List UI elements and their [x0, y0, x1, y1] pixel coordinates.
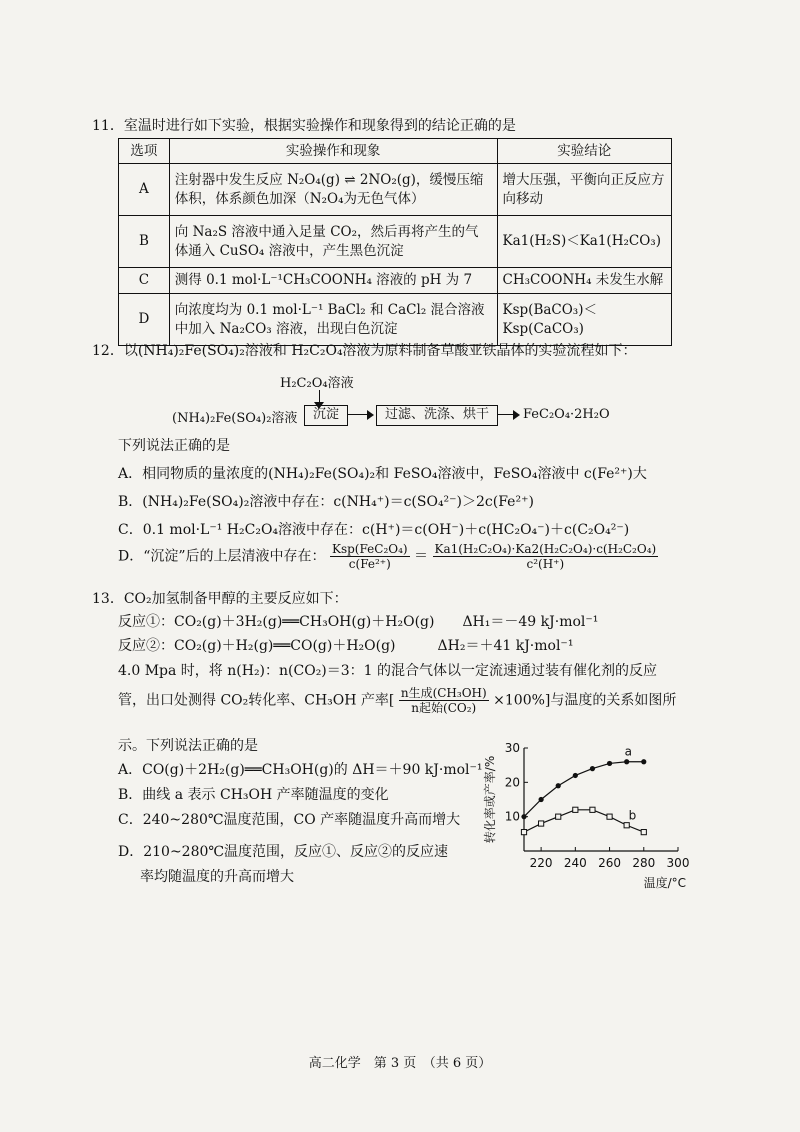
q13-option-b: B．曲线 a 表示 CH₃OH 产率随温度的变化	[118, 787, 389, 803]
series-a-point	[521, 814, 526, 819]
q13-option-a: A．CO(g)＋2H₂(g)══CH₃OH(g)的 ΔH＝＋90 kJ·mol⁻¹	[118, 762, 483, 778]
q13-yield-num: n生成(CH₃OH)	[400, 686, 487, 700]
row-d-operation: 向浓度均为 0.1 mol·L⁻¹ BaCl₂ 和 CaCl₂ 混合溶液中加入 Na₂CO₃ 溶液，出现白色沉淀	[169, 294, 497, 346]
q13-yield-fraction	[399, 686, 489, 715]
x-tick-label: 280	[632, 856, 656, 870]
q12-stem: 12．以(NH₄)₂Fe(SO₄)₂溶液和 H₂C₂O₄溶液为原料制备草酸亚铁晶体的实验流程如下：	[92, 343, 637, 359]
series-a-point	[641, 759, 646, 764]
series-b-point	[624, 823, 629, 828]
series-b-point	[521, 830, 526, 835]
flow-box-precipitate: 沉淀	[304, 405, 348, 426]
series-a-point	[590, 766, 595, 771]
q12-option-a: A．相同物质的量浓度的(NH₄)₂Fe(SO₄)₂和 FeSO₄溶液中，FeSO₄溶液中 c(Fe²⁺)大	[118, 466, 647, 482]
header-conclusion: 实验结论	[497, 139, 671, 164]
q12-option-b: B．(NH₄)₂Fe(SO₄)₂溶液中存在：c(NH₄⁺)＝c(SO₄²⁻)＞2c(Fe²⁺)	[118, 494, 534, 510]
series-a-point	[556, 783, 561, 788]
q13-condition-2-lead: 管，出口处测得 CO₂转化率、CH₃OH 产率[	[118, 692, 395, 709]
q13-reaction-1: 反应①：CO₂(g)＋3H₂(g)══CH₃OH(g)＋H₂O(g) ΔH₁＝－49 kJ·mol⁻¹	[118, 614, 599, 630]
q12-prompt: 下列说法正确的是	[118, 438, 230, 454]
table-row	[119, 216, 672, 268]
q12-option-d-right-fraction	[433, 542, 659, 571]
x-tick-label: 220	[529, 856, 553, 870]
flow-arrowhead-1	[367, 410, 374, 420]
q12-option-d-left-fraction	[330, 542, 410, 571]
y-tick-label: 30	[504, 741, 520, 755]
row-b-conclusion: Ka1(H₂S)＜Ka1(H₂CO₃)	[497, 216, 671, 268]
q12-option-d-left-num: Ksp(FeC₂O₄)	[332, 542, 408, 556]
row-d-conclusion: Ksp(BaCO₃)＜Ksp(CaCO₃)	[497, 294, 671, 346]
series-b-point	[641, 830, 646, 835]
header-operation: 实验操作和现象	[169, 139, 497, 164]
flow-box-filter: 过滤、洗涤、烘干	[376, 405, 498, 426]
chart-x-label: 温度/°C	[643, 876, 686, 890]
flow-arrow-1	[347, 414, 369, 415]
row-c-operation: 测得 0.1 mol·L⁻¹CH₃COONH₄ 溶液的 pH 为 7	[169, 268, 497, 294]
series-b-point	[539, 821, 544, 826]
table-row	[119, 164, 672, 216]
q12-option-d	[118, 542, 658, 571]
flow-reagent-label: H₂C₂O₄溶液	[280, 376, 354, 391]
x-tick-label: 240	[563, 856, 587, 870]
q13-yield-den: n起始(CO₂)	[411, 701, 477, 715]
x-tick-label: 300	[666, 856, 690, 870]
series-b-point	[556, 814, 561, 819]
series-a-label: a	[624, 744, 633, 759]
q13-option-d-line1: D．210~280℃温度范围，反应①、反应②的反应速	[118, 844, 449, 860]
series-b-point	[573, 807, 578, 812]
table-row	[119, 268, 672, 294]
q12-option-c: C．0.1 mol·L⁻¹ H₂C₂O₄溶液中存在：c(H⁺)＝c(OH⁻)＋c(HC₂O₄⁻)＋c(C₂O₄²⁻)	[118, 522, 630, 538]
y-tick-label: 10	[504, 809, 520, 824]
series-a-point	[624, 759, 629, 764]
q13-condition-2-tail: ×100%]与温度的关系如图所	[493, 692, 677, 709]
row-a-conclusion: 增大压强，平衡向正反应方向移动	[497, 164, 671, 216]
q11-stem: 11．室温时进行如下实验，根据实验操作和现象得到的结论正确的是	[92, 118, 516, 134]
q13-stem: 13．CO₂加氢制备甲醇的主要反应如下：	[92, 591, 348, 607]
q13-option-c: C．240~280℃温度范围，CO 产率随温度升高而增大	[118, 812, 461, 828]
q12-option-d-right-den: c²(H⁺)	[526, 557, 565, 571]
q13-condition-2	[118, 686, 676, 715]
series-b-point	[607, 814, 612, 819]
table-row	[119, 294, 672, 346]
row-a-option: A	[119, 164, 170, 216]
q12-option-d-right-num: Ka1(H₂C₂O₄)·Ka2(H₂C₂O₄)·c(H₂C₂O₄)	[434, 542, 657, 556]
row-c-conclusion: CH₃COONH₄ 未发生水解	[497, 268, 671, 294]
flow-product: FeC₂O₄·2H₂O	[523, 407, 610, 422]
series-a-point	[539, 797, 544, 802]
row-b-option: B	[119, 216, 170, 268]
q12-option-d-left-den: c(Fe²⁺)	[348, 557, 391, 571]
q13-condition-1: 4.0 Mpa 时，将 n(H₂)：n(CO₂)＝3：1 的混合气体以一定流速通过装有催化剂的反应	[118, 663, 658, 679]
series-a-point	[607, 761, 612, 766]
table-header-row	[119, 139, 672, 164]
x-tick-label: 260	[598, 856, 622, 870]
q13-option-d-line2: 率均随温度的升高而增大	[140, 869, 294, 885]
series-b-point	[590, 807, 595, 812]
q13-reaction-2: 反应②：CO₂(g)＋H₂(g)══CO(g)＋H₂O(g) ΔH₂＝＋41 kJ·mol⁻¹	[118, 638, 574, 654]
series-a-line	[524, 762, 644, 817]
row-b-operation: 向 Na₂S 溶液中通入足量 CO₂，然后再将产生的气体通入 CuSO₄ 溶液中，产生黑色沉淀	[169, 216, 497, 268]
series-b-label: b	[628, 808, 637, 823]
row-d-option: D	[119, 294, 170, 346]
conversion-yield-chart	[480, 738, 705, 896]
page-footer: 高二化学 第 3 页 （共 6 页）	[308, 1056, 492, 1071]
experiment-table	[118, 138, 672, 346]
flow-start: (NH₄)₂Fe(SO₄)₂溶液	[172, 411, 298, 426]
header-option: 选项	[119, 139, 170, 164]
chart-y-label: 转化率或产率/%	[483, 755, 497, 844]
q12-option-d-lead: D．“沉淀”后的上层清液中存在：	[118, 548, 326, 565]
flow-arrowhead-2	[513, 410, 520, 420]
row-c-option: C	[119, 268, 170, 294]
row-a-operation: 注射器中发生反应 N₂O₄(g) ⇌ 2NO₂(g)，缓慢压缩体积，体系颜色加深（N₂O₄为无色气体）	[169, 164, 497, 216]
series-a-point	[573, 773, 578, 778]
q13-condition-3: 示。下列说法正确的是	[118, 738, 258, 754]
q12-option-d-equals: ＝	[414, 548, 429, 565]
y-tick-label: 20	[504, 775, 520, 790]
